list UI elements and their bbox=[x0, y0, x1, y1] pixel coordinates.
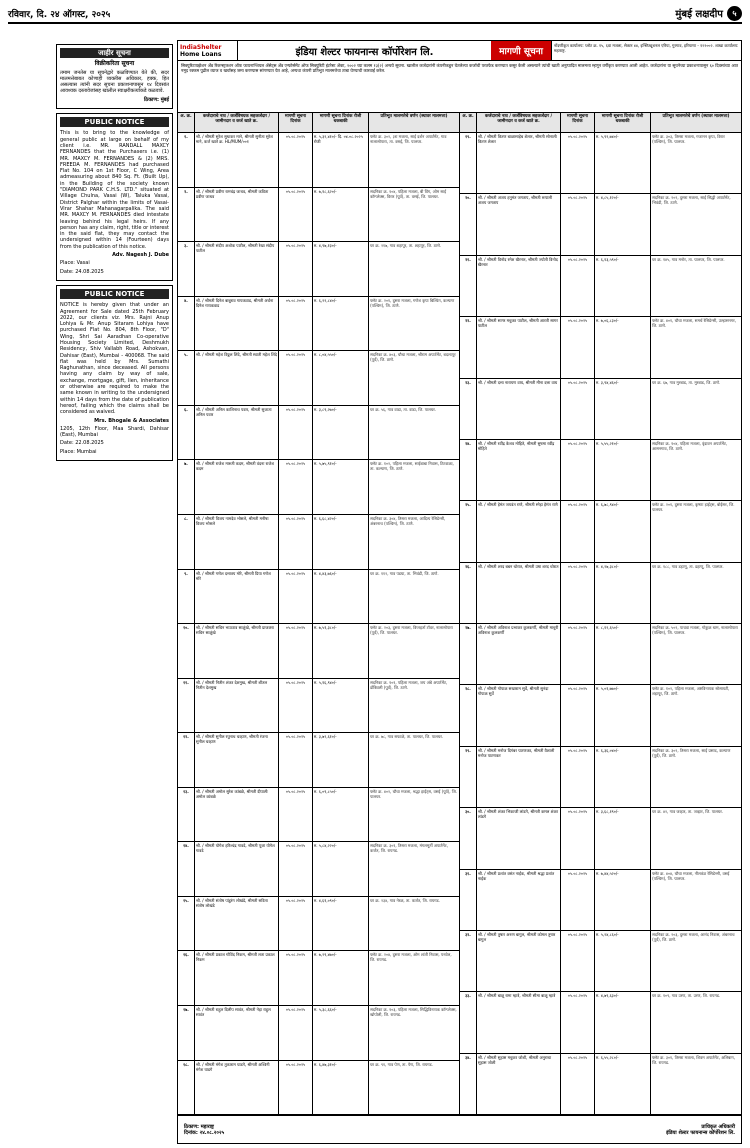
table-row bbox=[460, 870, 741, 931]
outstanding-amount: रु. ६,७८,९४०/- bbox=[595, 501, 651, 561]
outstanding-amount: रु. ४,९७,१३०/- bbox=[313, 242, 369, 296]
borrower-name: श्री. / श्रीमती प्रशांत वसंत नाईक, श्रीमती श्रद्धा प्रशांत नाईक bbox=[477, 870, 561, 930]
outstanding-amount: रु. ४,७९,६३०/- bbox=[595, 992, 651, 1052]
outstanding-amount: रु. ७,२९,४७०/- bbox=[313, 951, 369, 1005]
notice-signatory: Mrs. Bhogale & Associates bbox=[94, 417, 169, 424]
table-row bbox=[178, 351, 459, 406]
paper-brand bbox=[675, 6, 742, 21]
table-row bbox=[178, 570, 459, 625]
paper-name: मुंबई लक्षदीप bbox=[675, 9, 723, 20]
borrower-name: श्री. / श्रीमती बाळू रामा म्हात्रे, श्रीमती सीमा बाळू म्हात्रे bbox=[477, 992, 561, 1052]
serial: २२. bbox=[460, 317, 477, 377]
outstanding-amount: रु. ३,८९,२७०/- bbox=[313, 406, 369, 460]
footer-date: दिनांक: २४.०८.२०२५ bbox=[184, 1129, 225, 1136]
serial: ३०. bbox=[460, 808, 477, 868]
serial: २. bbox=[178, 188, 195, 242]
borrower-name: श्री. / श्रीमती सचिन भाऊराव साळुंखे, श्रीमती प्राजक्ता सचिन साळुंखे bbox=[195, 624, 279, 678]
notice-heading: जाहीर सूचना bbox=[60, 48, 169, 58]
serial: १. bbox=[178, 133, 195, 187]
notice-date: ०५.०८.२०२५ bbox=[561, 133, 595, 193]
table-row bbox=[460, 624, 741, 685]
table-row bbox=[178, 1061, 459, 1115]
table-row bbox=[460, 317, 741, 378]
serial: २९. bbox=[460, 747, 477, 807]
serial: ३३. bbox=[460, 992, 477, 1052]
outstanding-amount: रु. ७,५१,३८०/- bbox=[313, 624, 369, 678]
borrower-name: श्री. / श्रीमती महेश विठ्ठल शिंदे, श्रीमती स्वाती महेश शिंदे bbox=[195, 351, 279, 405]
notice-date: ०५.०८.२०२५ bbox=[561, 685, 595, 745]
property-description: घर क्र. २३४, गाव नेरळ, ता. कर्जत, जि. रायगड. bbox=[370, 897, 440, 903]
borrower-name: श्री. / श्रीमती अविनाश प्रभाकर कुलकर्णी, श्रीमती माधुरी अविनाश कुलकर्णी bbox=[477, 624, 561, 684]
property-description: सदनिका क्र. ३०१, तिसरा मजला, मंगलमूर्ती अपार्टमेंट, कर्जत, जि. रायगड. bbox=[370, 843, 448, 854]
outstanding-amount: रु. ६,४७,३१०/- bbox=[313, 1061, 369, 1115]
borrower-name: श्री. / श्रीमती दत्ता नारायण वाघ, श्रीमती मीना दत्ता वाघ bbox=[477, 379, 561, 439]
ad-footer bbox=[178, 1115, 741, 1143]
table-row bbox=[178, 679, 459, 734]
authorized-officer: प्राधिकृत अधिकारी bbox=[701, 1123, 735, 1130]
serial: १७. bbox=[178, 1006, 195, 1060]
notice-type-badge: मागणी सूचना bbox=[491, 41, 551, 60]
outstanding-amount: रु. ३,६८,१९०/- bbox=[595, 808, 651, 868]
serial: २४. bbox=[460, 440, 477, 500]
table-row bbox=[178, 951, 459, 1006]
notice-body: NOTICE is hereby given that under an Agreement for Sale dated 25th February 2022, our clients viz. Mrs. Rajni Anup Lohiya & Mr. Anup Sitaram Lohiya have purchased Flat No. 804, 8th Floor, "D" Wing, Shri Sai Aaradhan Co-operative Housing Society Limited, Deshmukh Residency, Shiv Vallabh Road, Ashokvan, Dahisar (East), Mumbai - 400068. The said flat was held by Mrs. Sumathi Raghunathan, since deceased. All persons having any claim by way of sale, exchange, mortgage, gift, lien, inheritance or otherwise are required to make the same known in writing to the undersigned within 14 days from the date of publication hereof, failing which the claims shall be considered as waived. bbox=[60, 302, 169, 416]
borrower-name: श्री. / श्रीमती शंकर भिकाजी लांडगे, श्रीमती कमल शंकर लांडगे bbox=[477, 808, 561, 868]
notice-date: ०५.०८.२०२५ bbox=[561, 1054, 595, 1114]
serial: २३. bbox=[460, 379, 477, 439]
ad-header bbox=[178, 41, 741, 61]
header-outstanding: मागणी सूचना दिनांक रोजी थकबाकी bbox=[313, 113, 369, 132]
serial: ११. bbox=[178, 679, 195, 733]
borrower-name: श्री. / श्रीमती अनिल काशिनाथ पवार, श्रीमती सुजाता अनिल पवार bbox=[195, 406, 279, 460]
table-row bbox=[178, 733, 459, 788]
serial: १९. bbox=[460, 133, 477, 193]
notice-body: This is to bring to the knowledge of general public at large on behalf of my client i.e. MR. RANDALL MAXCY FERNANDES that the Purchasers i.e. (1) MR. MAXCY M. FERNANDES & (2) MRS. FREEDA M. FERNANDES had purchased Flat No. 104 on 1st Floor, C Wing, Area admeasuring about 840 Sq. Ft. (Built Up), in the Building of the society known "DIAMOND PARK C.H.S. LTD." situated at Village Chulna, Vasai (W), Taluka Vasai, District Palghar within the limits of Vasai-Virar Shahar Mahanagarpalika. The said MR. MAXCY M. FERNANDES died intestate leaving behind his legal heirs. If any person has any claim, right, title or interest in the said flat, they may contact the undersigned within 14 (Fourteen) days from the publication of this notice. bbox=[60, 130, 169, 250]
borrower-name: श्री. / श्रीमती राहुल दिलीप सावंत, श्रीमती नेहा राहुल सावंत bbox=[195, 1006, 279, 1060]
issue-date: रविवार, दि. २४ ऑगस्ट, २०२५ bbox=[8, 9, 111, 20]
table-row bbox=[460, 440, 741, 501]
borrower-name: श्री. / श्रीमती राजेश मारुती कदम, श्रीमती वंदना राजेश कदम bbox=[195, 460, 279, 514]
outstanding-amount: रु. ३,९४,४६०/- bbox=[595, 379, 651, 439]
serial: १२. bbox=[178, 733, 195, 787]
serial: १०. bbox=[178, 624, 195, 678]
notice-place: Place: Mumbai bbox=[60, 448, 97, 455]
notice-intro: सिक्युरिटायझेशन अँड रिकन्स्ट्रक्शन ऑफ फायनान्शियल ॲसेट्स अँड एन्फोर्समेंट ऑफ सिक्युरिटी इंटरेस्ट ॲक्ट, २००२ च्या कलम १३(२) अन्वये सूचना. खालील कर्जदारांनी कंपनीकडून घेतलेल्या कर्जाची परतफेड करण्यात कसूर केली असल्याने त्यांची खाती अनुत्पादित मालमत्ता म्हणून वर्गीकृत करण्यात आली आहेत. कर्जदारांना या सूचनेच्या प्रकाशनापासून ६० दिवसांच्या आत नमूद रक्कम पुढील व्याज व खर्चासह जमा करण्यास सांगण्यात येत आहे, अन्यथा कंपनी प्रतिभूत मालमत्तेचा ताबा घेण्याची कारवाई करेल. bbox=[178, 61, 741, 113]
property-description: फ्लॅट क्र. ४०१, चौथा मजला, समर्थ रेसिडेन्सी, उल्हासनगर, जि. ठाणे. bbox=[652, 318, 736, 329]
property-description: फ्लॅट क्र. २०४, दुसरा मजला, ओम शांती निवास, पनवेल, जि. रायगड. bbox=[370, 952, 452, 963]
table-row bbox=[178, 242, 459, 297]
header-notice-date: मागणी सूचना दिनांक bbox=[279, 113, 313, 132]
table-row bbox=[460, 256, 741, 317]
notice-signatory: Adv. Nagesh J. Dube bbox=[112, 252, 169, 259]
table-row bbox=[178, 897, 459, 952]
borrower-name: श्री. / श्रीमती अमोल सुरेश कांबळे, श्रीमती दीपाली अमोल कांबळे bbox=[195, 788, 279, 842]
property-description: सदनिका क्र. १०३, पहिला मजला, सिद्धिविनायक कॉम्प्लेक्स, खोपोली, जि. रायगड. bbox=[370, 1007, 457, 1017]
page-number: ५ bbox=[727, 6, 742, 21]
notice-date: ०५.०८.२०२५ bbox=[561, 870, 595, 930]
table-row bbox=[178, 1006, 459, 1061]
serial: ४. bbox=[178, 297, 195, 351]
borrower-name: श्री. / श्रीमती दिनेश बाबुराव गायकवाड, श्रीमती अर्चना दिनेश गायकवाड bbox=[195, 297, 279, 351]
table-row bbox=[460, 992, 741, 1053]
outstanding-amount: रु. ७,४४,५२०/- bbox=[595, 870, 651, 930]
notice-date: ०५.०८.२०२५ bbox=[561, 624, 595, 684]
table-row bbox=[460, 133, 741, 194]
outstanding-amount: रु. ६,२२,८४०/- bbox=[313, 297, 369, 351]
table-row bbox=[178, 188, 459, 243]
footer-place: ठिकाण: महाराष्ट्र bbox=[184, 1123, 214, 1130]
notice-date: Date: 22.08.2025 bbox=[60, 440, 104, 447]
notice-place: Place: Vasai bbox=[60, 260, 90, 267]
serial: २७. bbox=[460, 624, 477, 684]
notice-date: ०५.०८.२०२५ bbox=[561, 440, 595, 500]
serial: १५. bbox=[178, 897, 195, 951]
notice-date: ०५.०८.२०२५ bbox=[279, 897, 313, 951]
notice-date: ०५.०८.२०२५ bbox=[279, 133, 313, 187]
outstanding-amount: रु. ४,४३,७६०/- bbox=[313, 570, 369, 624]
logo-text: IndiaShelter bbox=[180, 43, 222, 51]
table-row bbox=[460, 685, 741, 746]
notice-subhead: विक्रीकरिता सूचना bbox=[94, 60, 135, 68]
property-description: सदनिका क्र. १०४, पहिला मजला, वृंदावन अपार्टमेंट, आसनगाव, जि. ठाणे. bbox=[652, 440, 728, 451]
notice-date: Date: 24.08.2025 bbox=[60, 268, 104, 275]
outstanding-amount: रु. ५,३८,६६०/- bbox=[313, 1006, 369, 1060]
property-description: फ्लॅट क्र. ३०२, ३रा मजला, साई दर्शन अपार्टमेंट, गाव नालासोपारा, ता. वसई, जि. पालघर. bbox=[370, 134, 447, 144]
outstanding-amount: रु. ३,७२,६१०/- bbox=[313, 733, 369, 787]
borrower-name: श्री. / श्रीमती नितीन शंकर देशमुख, श्रीमती शीतल नितीन देशमुख bbox=[195, 679, 279, 733]
property-description: घर क्र. ५६, गाव वाडा, ता. वाडा, जि. पालघर. bbox=[370, 406, 437, 412]
notice-date: ०५.०८.२०२५ bbox=[561, 563, 595, 623]
public-notice-vasai bbox=[56, 113, 173, 281]
property-description: फ्लॅट क्र. २०१, दुसरा मजला, गणेश कृपा बिल्डिंग, कल्याण (पश्चिम), जि. ठाणे. bbox=[370, 297, 455, 308]
notice-date: ०५.०८.२०२५ bbox=[279, 788, 313, 842]
borrower-name: श्री. / श्रीमती तुषार अरुण बागुल, श्रीमती कोमल तुषार बागुल bbox=[477, 931, 561, 991]
notice-date: ०५.०८.२०२५ bbox=[561, 992, 595, 1052]
notice-date: ०५.०८.२०२५ bbox=[561, 501, 595, 561]
property-description: फ्लॅट क्र. २०३, दुसरा मजला, विघ्नहर्ता टॉवर, नालासोपारा (पूर्व), जि. पालघर. bbox=[370, 625, 453, 636]
serial: ३२. bbox=[460, 931, 477, 991]
header-borrower: कर्जदाराचे नाव / कर्जविषयक सहकर्जदार / जामीनदार व कर्ज खाते क्र. bbox=[477, 113, 561, 132]
header-serial: अ. क्र. bbox=[178, 113, 195, 132]
outstanding-amount: रु. ५,७५,९१०/- bbox=[313, 460, 369, 514]
outstanding-amount: रु. ६,५५,२८०/- bbox=[595, 1054, 651, 1114]
table-row bbox=[460, 1054, 741, 1115]
notice-date: ०५.०८.२०२५ bbox=[279, 515, 313, 569]
borrower-name: श्री. / श्रीमती अजय हनुमंत जगताप, श्रीमती रूपाली अजय जगताप bbox=[477, 194, 561, 254]
property-description: घर क्र. २१७, गाव शहापूर, ता. शहापूर, जि. ठाणे. bbox=[370, 243, 442, 249]
property-description: फ्लॅट क्र. २०१, दुसरा मजला, कृष्णा हाईट्स, बोईसर, जि. पालघर. bbox=[652, 502, 735, 513]
property-description: घर क्र. ७८, गाव सफाळे, ता. पालघर, जि. पालघर. bbox=[370, 734, 444, 740]
outstanding-amount: रु. ५,८४,२२०/- bbox=[313, 842, 369, 896]
outstanding-amount: रु. ५,०१,७७०/- bbox=[595, 685, 651, 745]
table-row bbox=[178, 842, 459, 897]
property-description: फ्लॅट क्र. ३०३, तिसरा मजला, गजानन कृपा, विरार (पश्चिम), जि. पालघर. bbox=[652, 134, 725, 144]
table-row bbox=[460, 563, 741, 624]
header-outstanding: मागणी सूचना दिनांक रोजी थकबाकी bbox=[595, 113, 651, 132]
notice-date: ०५.०८.२०२५ bbox=[279, 842, 313, 896]
logo-subtext: Home Loans bbox=[180, 50, 222, 58]
property-description: घर क्र. ४२, गाव जव्हार, ता. जव्हार, जि. पालघर. bbox=[652, 809, 724, 815]
outstanding-amount: रु. ६,०९,८५०/- bbox=[313, 788, 369, 842]
serial: ६. bbox=[178, 406, 195, 460]
serial: ८. bbox=[178, 515, 195, 569]
property-description: सदनिका क्र. ३०४, तिसरा मजला, आदित्य रेसिडेन्सी, अंबरनाथ (पश्चिम), जि. ठाणे. bbox=[370, 515, 446, 526]
outstanding-amount: रु. ४,८५,१२०/- bbox=[595, 194, 651, 254]
serial: १३. bbox=[178, 788, 195, 842]
borrower-name: श्री. / श्रीमती प्रवीण रामचंद्र जाधव, श्रीमती कविता प्रवीण जाधव bbox=[195, 188, 279, 242]
outstanding-amount: रु. ६,६८,४२०/- bbox=[313, 515, 369, 569]
notice-date: ०५.०८.२०२५ bbox=[279, 406, 313, 460]
borrower-name: श्री. / श्रीमती मंगेश तुकाराम घाडगे, श्रीमती अश्विनी मंगेश घाडगे bbox=[195, 1061, 279, 1115]
serial: २१. bbox=[460, 256, 477, 316]
borrower-name: श्री. / श्रीमती योगेश हरिश्चंद्र गावडे, श्रीमती पूजा योगेश गावडे bbox=[195, 842, 279, 896]
serial: २०. bbox=[460, 194, 477, 254]
property-description: फ्लॅट क्र. ३०१, तिसरा मजला, शिवम अपार्टमेंट, अलिबाग, जि. रायगड. bbox=[652, 1054, 735, 1065]
outstanding-amount: रु. ७,१८,६२०/- bbox=[313, 188, 369, 242]
serial: ९. bbox=[178, 570, 195, 624]
table-row bbox=[460, 501, 741, 562]
left-column bbox=[56, 44, 173, 1144]
header-serial: अ. क्र. bbox=[460, 113, 477, 132]
property-description: सदनिका क्र. २०२, दुसरा मजला, साई सिद्धी अपार्टमेंट, भिवंडी, जि. ठाणे. bbox=[652, 195, 731, 206]
property-description: घर क्र. १४५, गाव मनोर, ता. पालघर, जि. पालघर. bbox=[652, 256, 725, 262]
outstanding-amount: रु. ५,३२,४१०/- दि. ०४.०८.२०२५ रोजी bbox=[313, 133, 369, 187]
property-description: घर क्र. ९१, गाव पेण, ता. पेण, जि. रायगड. bbox=[370, 1061, 433, 1067]
marathi-public-notice bbox=[56, 44, 173, 109]
borrower-name: श्री. / श्रीमती संतोष पांडुरंग लोखंडे, श्रीमती सविता संतोष लोखंडे bbox=[195, 897, 279, 951]
table-row bbox=[178, 624, 459, 679]
borrower-tables bbox=[178, 113, 741, 1115]
borrower-name: श्री. / श्रीमती हेमंत जयवंत राणे, श्रीमती स्नेहा हेमंत राणे bbox=[477, 501, 561, 561]
borrower-name: श्री. / श्रीमती सागर मधुकर पाटील, श्रीमती आरती सागर पाटील bbox=[477, 317, 561, 377]
table-row bbox=[460, 194, 741, 255]
outstanding-amount: रु. ४,६१,०९०/- bbox=[313, 897, 369, 951]
demand-notice-advertisement bbox=[177, 40, 742, 1144]
borrower-name: श्री. / श्रीमती संदीप अशोक पाटील, श्रीमती रेखा संदीप पाटील bbox=[195, 242, 279, 296]
serial: ३१. bbox=[460, 870, 477, 930]
property-description: सदनिका क्र. २०३, दुसरा मजला, आनंद निवास, अंबरनाथ (पूर्व), जि. ठाणे. bbox=[652, 931, 735, 942]
notice-date: ०५.०८.२०२५ bbox=[561, 808, 595, 868]
office-address: नोंदणीकृत कार्यालय: प्लॉट क्र. १५, ६वा मजला, सेक्टर ४४, इन्स्टिट्यूशनल एरिया, गुरगाव, हरियाणा - १२२००२. शाखा कार्यालय: महाराष्ट्र. bbox=[551, 41, 741, 60]
notice-date: ०५.०८.२०२५ bbox=[561, 256, 595, 316]
company-logo bbox=[178, 41, 238, 60]
property-description: फ्लॅट क्र. ४०२, चौथा मजला, श्रद्धा हाईट्स, वसई (पूर्व), जि. पालघर. bbox=[370, 788, 458, 799]
borrower-table-left bbox=[178, 113, 460, 1115]
public-notice-dahisar bbox=[56, 285, 173, 461]
table-row bbox=[178, 788, 459, 843]
serial: १८. bbox=[178, 1061, 195, 1115]
notice-heading: PUBLIC NOTICE bbox=[60, 289, 169, 299]
serial: २५. bbox=[460, 501, 477, 561]
property-description: सदनिका क्र. ५०२, पाचवा मजला, गोकुळ धाम, नालासोपारा (पश्चिम), जि. पालघर. bbox=[652, 625, 738, 635]
borrower-name: श्री. / श्रीमती विजय नामदेव भोसले, श्रीमती मनीषा विजय भोसले bbox=[195, 515, 279, 569]
outstanding-amount: रु. ८,१२,६५०/- bbox=[595, 624, 651, 684]
property-description: घर क्र. १८८, गाव डहाणू, ता. डहाणू, जि. पालघर. bbox=[652, 563, 724, 569]
serial: १६. bbox=[178, 951, 195, 1005]
notice-date: ०५.०८.२०२५ bbox=[561, 194, 595, 254]
borrower-name: श्री. / श्रीमती सुहास मधुकर जोशी, श्रीमती अनुराधा सुहास जोशी bbox=[477, 1054, 561, 1114]
table-header bbox=[460, 113, 741, 133]
property-description: घर क्र. १०९, गाव उरण, ता. उरण, जि. रायगड. bbox=[652, 993, 721, 999]
borrower-name: श्री. / श्रीमती सुरेश सुधाकर माने, श्रीमती सुनीता सुरेश माने, कर्ज खाते क्र. HL/MUM/००१ bbox=[195, 133, 279, 187]
outstanding-amount: रु. ५,२४,८६०/- bbox=[595, 931, 651, 991]
borrower-table-right bbox=[460, 113, 741, 1115]
table-row bbox=[460, 379, 741, 440]
serial: ७. bbox=[178, 460, 195, 514]
notice-address: 1205, 12th Floor, Maa Shardi, Dahisar (East), Mumbai bbox=[60, 425, 169, 439]
notice-date: ०५.०८.२०२५ bbox=[561, 379, 595, 439]
table-row bbox=[460, 747, 741, 808]
property-description: सदनिका क्र. ३०२, तिसरा मजला, साई प्रसाद, कल्याण (पूर्व), जि. ठाणे. bbox=[652, 747, 731, 758]
outstanding-amount: रु. ६,१३,५९०/- bbox=[595, 256, 651, 316]
table-row bbox=[460, 808, 741, 869]
serial: २८. bbox=[460, 685, 477, 745]
table-row bbox=[178, 460, 459, 515]
notice-date: ०५.०८.२०२५ bbox=[279, 188, 313, 242]
notice-date: ०५.०८.२०२५ bbox=[561, 931, 595, 991]
borrower-name: श्री. / श्रीमती मनोज दिगंबर पाटणकर, श्रीमती वैशाली मनोज पाटणकर bbox=[477, 747, 561, 807]
footer-company: इंडिया शेल्टर फायनान्स कॉर्पोरेशन लि. bbox=[666, 1129, 735, 1136]
notice-date: ०५.०८.२०२५ bbox=[279, 733, 313, 787]
property-description: घर क्र. ११२, गाव पडघा, ता. भिवंडी, जि. ठाणे. bbox=[370, 570, 439, 576]
property-description: फ्लॅट क्र. १०२, पहिला मजला, साईबाबा निवास, टिटवाळा, ता. कल्याण, जि. ठाणे. bbox=[370, 461, 454, 472]
table-header bbox=[178, 113, 459, 133]
outstanding-amount: रु. ७,०६,८३०/- bbox=[595, 317, 651, 377]
outstanding-amount: रु. ५,५५,२१०/- bbox=[595, 440, 651, 500]
outstanding-amount: रु. ४,२७,३८०/- bbox=[595, 563, 651, 623]
header-notice-date: मागणी सूचना दिनांक bbox=[561, 113, 595, 132]
notice-date: ०५.०८.२०२५ bbox=[279, 297, 313, 351]
borrower-name: श्री. / श्रीमती किरण बाळासाहेब शेलार, श्रीमती सोनाली किरण शेलार bbox=[477, 133, 561, 193]
borrower-name: श्री. / श्रीमती गोपाळ सखाराम सुर्वे, श्रीमती सुनंदा गोपाळ सुर्वे bbox=[477, 685, 561, 745]
serial: ३. bbox=[178, 242, 195, 296]
outstanding-amount: रु. ६,३६,०४०/- bbox=[595, 747, 651, 807]
property-description: फ्लॅट क्र. १०२, पहिला मजला, अष्टविनायक सोसायटी, शहापूर, जि. ठाणे. bbox=[652, 686, 730, 697]
notice-heading: PUBLIC NOTICE bbox=[60, 117, 169, 127]
serial: १४. bbox=[178, 842, 195, 896]
borrower-name: श्री. / श्रीमती प्रकाश गोविंद निकम, श्रीमती लता प्रकाश निकम bbox=[195, 951, 279, 1005]
serial: ३४. bbox=[460, 1054, 477, 1114]
table-row bbox=[460, 931, 741, 992]
masthead bbox=[8, 4, 742, 24]
notice-date: ०५.०८.२०२५ bbox=[279, 570, 313, 624]
outstanding-amount: रु. ५,९२,७४०/- bbox=[595, 133, 651, 193]
outstanding-amount: रु. ५,१६,९४०/- bbox=[313, 679, 369, 733]
notice-date: ०५.०८.२०२५ bbox=[279, 460, 313, 514]
borrower-name: श्री. / श्रीमती विनोद रमेश खैरनार, श्रीमती ज्योती विनोद खैरनार bbox=[477, 256, 561, 316]
notice-body: तमाम जनतेस या सूचनेद्वारे कळविण्यात येते की, सदर मालमत्तेबाबत कोणाही व्यक्तीस अधिकार, हक्क, हित असल्यास त्यांनी सदर सूचना प्रकाशनापासून १४ दिवसांत आवश्यक दस्तावेजांसह खालील स्वाक्षरीकर्त्याकडे कळवावे. bbox=[60, 69, 169, 95]
header-property: प्रतिभूत मालमत्तेचे वर्णन (स्थावर मालमत्ता) bbox=[380, 114, 448, 119]
notice-date: ०५.०८.२०२५ bbox=[279, 951, 313, 1005]
borrower-name: श्री. / श्रीमती सुनील रघुनाथ चव्हाण, श्रीमती रंजना सुनील चव्हाण bbox=[195, 733, 279, 787]
company-name: इंडिया शेल्टर फायनान्स कॉर्पोरेशन लि. bbox=[295, 46, 434, 58]
header-borrower: कर्जदाराचे नाव / कर्जविषयक सहकर्जदार / जामीनदार व कर्ज खाते क्र. bbox=[195, 113, 279, 132]
notice-place: ठिकाण: मुंबई bbox=[144, 96, 169, 103]
borrower-name: श्री. / श्रीमती रवींद्र केशव मोहिते, श्रीमती सुषमा रवींद्र मोहिते bbox=[477, 440, 561, 500]
property-description: सदनिका क्र. १०४, पहिला मजला, बी विंग, ओम साई कॉम्प्लेक्स, विरार (पूर्व), ता. वसई, जि. पालघर. bbox=[370, 188, 447, 199]
header-property: प्रतिभूत मालमत्तेचे वर्णन (स्थावर मालमत्ता) bbox=[662, 114, 730, 119]
serial: २६. bbox=[460, 563, 477, 623]
borrower-name: श्री. / श्रीमती गणेश दत्तात्रय मोरे, श्रीमती प्रिया गणेश मोरे bbox=[195, 570, 279, 624]
notice-date: ०५.०८.२०२५ bbox=[279, 624, 313, 678]
notice-date: ०५.०८.२०२५ bbox=[279, 1006, 313, 1060]
property-description: फ्लॅट क्र. ४०४, चौथा मजला, नीलकंठ रेसिडेन्सी, वसई (पश्चिम), जि. पालघर. bbox=[652, 870, 730, 881]
notice-date: ०५.०८.२०२५ bbox=[279, 679, 313, 733]
table-row bbox=[178, 406, 459, 461]
borrower-name: श्री. / श्रीमती शरद बबन थोरात, श्रीमती उषा शरद थोरात bbox=[477, 563, 561, 623]
table-row bbox=[178, 515, 459, 570]
property-description: घर क्र. ६७, गाव मुरबाड, ता. मुरबाड, जि. ठाणे. bbox=[652, 379, 721, 385]
property-description: सदनिका क्र. १०१, पहिला मजला, जय अंबे अपार्टमेंट, डोंबिवली (पूर्व), जि. ठाणे. bbox=[370, 679, 448, 690]
notice-date: ०५.०८.२०२५ bbox=[561, 747, 595, 807]
serial: ५. bbox=[178, 351, 195, 405]
notice-date: ०५.०८.२०२५ bbox=[279, 242, 313, 296]
notice-date: ०५.०८.२०२५ bbox=[279, 1061, 313, 1115]
table-row bbox=[178, 133, 459, 188]
outstanding-amount: रु. ८,०४,५५०/- bbox=[313, 351, 369, 405]
notice-date: ०५.०८.२०२५ bbox=[561, 317, 595, 377]
table-row bbox=[178, 297, 459, 352]
property-description: सदनिका क्र. ४०३, चौथा मजला, श्रीराम अपार्टमेंट, बदलापूर (पूर्व), जि. ठाणे. bbox=[370, 352, 456, 363]
notice-date: ०५.०८.२०२५ bbox=[279, 351, 313, 405]
